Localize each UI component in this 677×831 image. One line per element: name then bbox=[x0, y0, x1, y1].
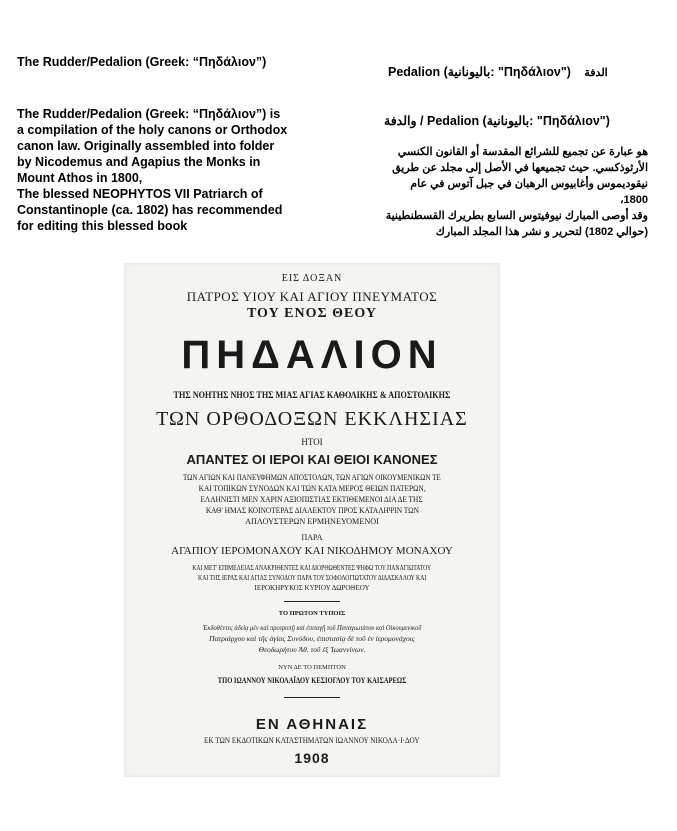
arabic-line: الأرثوذكسي. حيث تجميعها في الأصل إلى مجلد عن طريق bbox=[392, 162, 648, 174]
scanned-title-page bbox=[124, 263, 500, 777]
arabic-title-2: والدفة / Pedalion (باليونانية: "Πηδάλιον") bbox=[384, 114, 610, 128]
arabic-title-word: الدفة bbox=[584, 67, 608, 79]
scan-para1-line bbox=[124, 506, 500, 515]
english-line: canon law. Originally assembled into folder bbox=[17, 139, 275, 153]
arabic-title-main: Pedalion (باليونانية: "Πηδάλιον") bbox=[388, 65, 571, 79]
scan-first-edition: ΤΟ ΠΡΩΤΟΝ ΤΥΠΟΙΣ bbox=[278, 610, 346, 617]
scan-para2-line: ΙΕΡΟΚΗΡΥΚΟΣ ΚΥΡΙΟΥ ΔΩΡΟΘΕΟΥ bbox=[254, 584, 370, 592]
scan-para1-text: ΚΑΘ' ΗΜΑΣ ΚΟΙΝΟΤΕΡΑΣ ΔΙΑΛΕΚΤΟΥ ΠΡΟΣ ΚΑΤΑΛΗΨΙΝ ΤΩΝ bbox=[205, 506, 419, 515]
scan-para1-line: ΑΠΛΟΥΣΤΕΡΩΝ ΕΡΜΗΝΕΥΟΜΕΝΟΙ bbox=[245, 517, 379, 526]
scan-year: 1908 bbox=[294, 750, 330, 766]
english-line: a compilation of the holy canons or Orthodox bbox=[17, 123, 288, 137]
scan-publisher bbox=[124, 676, 500, 685]
english-description bbox=[17, 106, 317, 234]
english-line: The blessed NEOPHYTOS VII Patriarch of bbox=[17, 187, 263, 201]
arabic-line: (حوالي 1802) لتحرير و نشر هذا المجلد المبارك bbox=[435, 226, 648, 238]
scan-para2-line bbox=[124, 564, 500, 572]
scan-press-text: ΕΚ ΤΩΝ ΕΚΔΟΤΙΚΩΝ ΚΑΤΑΣΤΗΜΑΤΩΝ ΙΩΑΝΝΟΥ ΝΙΚΟΛΑ·Ι·ΔΟΥ bbox=[204, 736, 420, 745]
scan-para: ΠΑΡΑ bbox=[301, 533, 323, 542]
scan-press bbox=[124, 736, 500, 745]
scan-authors: ΑΓΑΠΙΟΥ ΙΕΡΟΜΟΝΑΧΟΥ ΚΑΙ ΝΙΚΟΔΗΜΟΥ ΜΟΝΑΧΟΥ bbox=[171, 545, 453, 557]
english-line: Mount Athos in 1800, bbox=[17, 171, 143, 185]
scan-fifth-edition: ΝΥΝ ΔΕ ΤΟ ΠΕΜΠΤΟΝ bbox=[278, 664, 346, 671]
arabic-line: نيقوديموس وأغابيوس الرهبان في جبل آتوس في عام bbox=[410, 178, 648, 190]
scan-para3-line: Πατριάρχου καὶ τῆς ἁγίας Συνόδου, ἐπιστασίᾳ δὲ τοῦ ἐν ἱερομονάχοις bbox=[209, 634, 415, 643]
arabic-title-1 bbox=[388, 64, 608, 79]
english-line: by Nicodemus and Agapius the Monks in bbox=[17, 155, 261, 169]
arabic-description bbox=[380, 144, 648, 240]
scan-trinity-line: ΠΑΤΡΟΣ ΥΙΟΥ ΚΑΙ ΑΓΙΟΥ ΠΝΕΥΜΑΤΟΣ bbox=[186, 289, 438, 304]
scan-main-title: ΠΗΔΑΛΙΟΝ bbox=[181, 333, 443, 377]
scan-canons-line: ΑΠΑΝΤΕΣ ΟΙ ΙΕΡΟΙ ΚΑΙ ΘΕΙΟΙ ΚΑΝΟΝΕΣ bbox=[186, 452, 438, 467]
scan-one-god-line: ΤΟΥ ΕΝΟΣ ΘΕΟΥ bbox=[246, 306, 378, 321]
scan-church-line bbox=[124, 391, 500, 401]
english-title: The Rudder/Pedalion (Greek: “Πηδάλιον”) bbox=[17, 55, 267, 69]
scan-divider bbox=[284, 697, 340, 698]
arabic-line: هو عبارة عن تجميع للشرائع المقدسة أو القانون الكنسي bbox=[397, 146, 648, 158]
english-line: The Rudder/Pedalion (Greek: “Πηδάλιον”) is bbox=[17, 107, 281, 121]
scan-divider bbox=[284, 601, 340, 602]
scan-para1-line bbox=[124, 473, 500, 482]
scan-para1-text: ΚΑΙ ΤΟΠΙΚΩΝ ΣΥΝΟΔΩΝ ΚΑΙ ΤΩΝ ΚΑΤΑ ΜΕΡΟΣ ΘΕΙΩΝ ΠΑΤΕΡΩΝ, bbox=[198, 484, 426, 493]
scan-para3-line bbox=[124, 623, 500, 632]
scan-publisher-text: ΤΠΟ ΙΩΑΝΝΟΥ ΝΙΚΟΛΑΪΔΟΥ ΚΕΣΙΟΓΛΟΥ ΤΟΥ ΚΑΙΣΑΡΕΩΣ bbox=[217, 676, 407, 685]
scan-orthodox-line: ΤΩΝ ΟΡΘΟΔΟΞΩΝ ΕΚΚΛΗΣΙΑΣ bbox=[156, 408, 468, 430]
scan-para2-text: ΚΑΙ ΤΗΣ ΙΕΡΑΣ ΚΑΙ ΑΓΙΑΣ ΣΥΝΟΔΟΥ ΠΑΡΑ ΤΟΥ ΣΟΦΟΛΟΓΙΩΤΑΤΟΥ ΔΙΔΑΣΚΑΛΟΥ ΚΑΙ bbox=[197, 574, 427, 582]
english-line: Constantinople (ca. 1802) has recommended bbox=[17, 203, 283, 217]
scan-para1-text: ΕΛΛΗΝΙΣΤΙ ΜΕΝ ΧΑΡΙΝ ΑΞΙΟΠΙΣΤΙΑΣ ΕΚΤΙΘΕΜΕΝΟΙ ΔΙΑ ΔΕ ΤΗΣ bbox=[200, 495, 424, 504]
scan-church-line-text: ΤΗΣ ΝΟΗΤΗΣ ΝΗΟΣ ΤΗΣ ΜΙΑΣ ΑΓΙΑΣ ΚΑΘΟΛΙΚΗΣ & ΑΠΟΣΤΟΛΙΚΗΣ bbox=[173, 391, 451, 401]
arabic-line: وقد أوصى المبارك نيوفيتوس السابع بطريرك القسطنطينية bbox=[385, 210, 648, 222]
scan-city: ΕΝ ΑΘΗΝΑΙΣ bbox=[255, 716, 369, 733]
scan-para2-line bbox=[124, 574, 500, 582]
scan-etoi: ΗΤΟΙ bbox=[301, 437, 323, 447]
scan-para3-line: Θεοδωρήτου Ἀθ. τοῦ ἐξ Ἰωαννίνων. bbox=[258, 645, 366, 654]
scan-dedication: ΕΙΣ ΔΟΞΑΝ bbox=[281, 273, 343, 284]
arabic-line: 1800، bbox=[619, 194, 648, 206]
scan-para2-text: ΚΑΙ ΜΕΤ' ΕΠΙΜΕΛΕΙΑΣ ΑΝΑΚΡΙΘΕΝΤΕΣ ΚΑΙ ΔΙΟΡΘΩΘΕΝΤΕΣ ΨΗΦΩ ΤΟΥ ΠΑΝΑΓΙΩΤΑΤΟΥ bbox=[192, 564, 432, 572]
scan-para1-line bbox=[124, 484, 500, 493]
scan-para1-text: ΤΩΝ ΑΓΙΩΝ ΚΑΙ ΠΑΝΕΥΦΗΜΩΝ ΑΠΟΣΤΟΛΩΝ, ΤΩΝ ΑΓΙΩΝ ΟΙΚΟΥΜΕΝΙΚΩΝ ΤΕ bbox=[183, 473, 441, 482]
scan-para3-text: Ἐκδοθέντες ἀδείᾳ μὲν καὶ προτροπῇ καὶ ἐπιταγῇ τοῦ Παναγιωτάτου καὶ Οἰκουμενικοῦ bbox=[202, 623, 422, 632]
scan-para1-line bbox=[124, 495, 500, 504]
english-line: for editing this blessed book bbox=[17, 219, 188, 233]
